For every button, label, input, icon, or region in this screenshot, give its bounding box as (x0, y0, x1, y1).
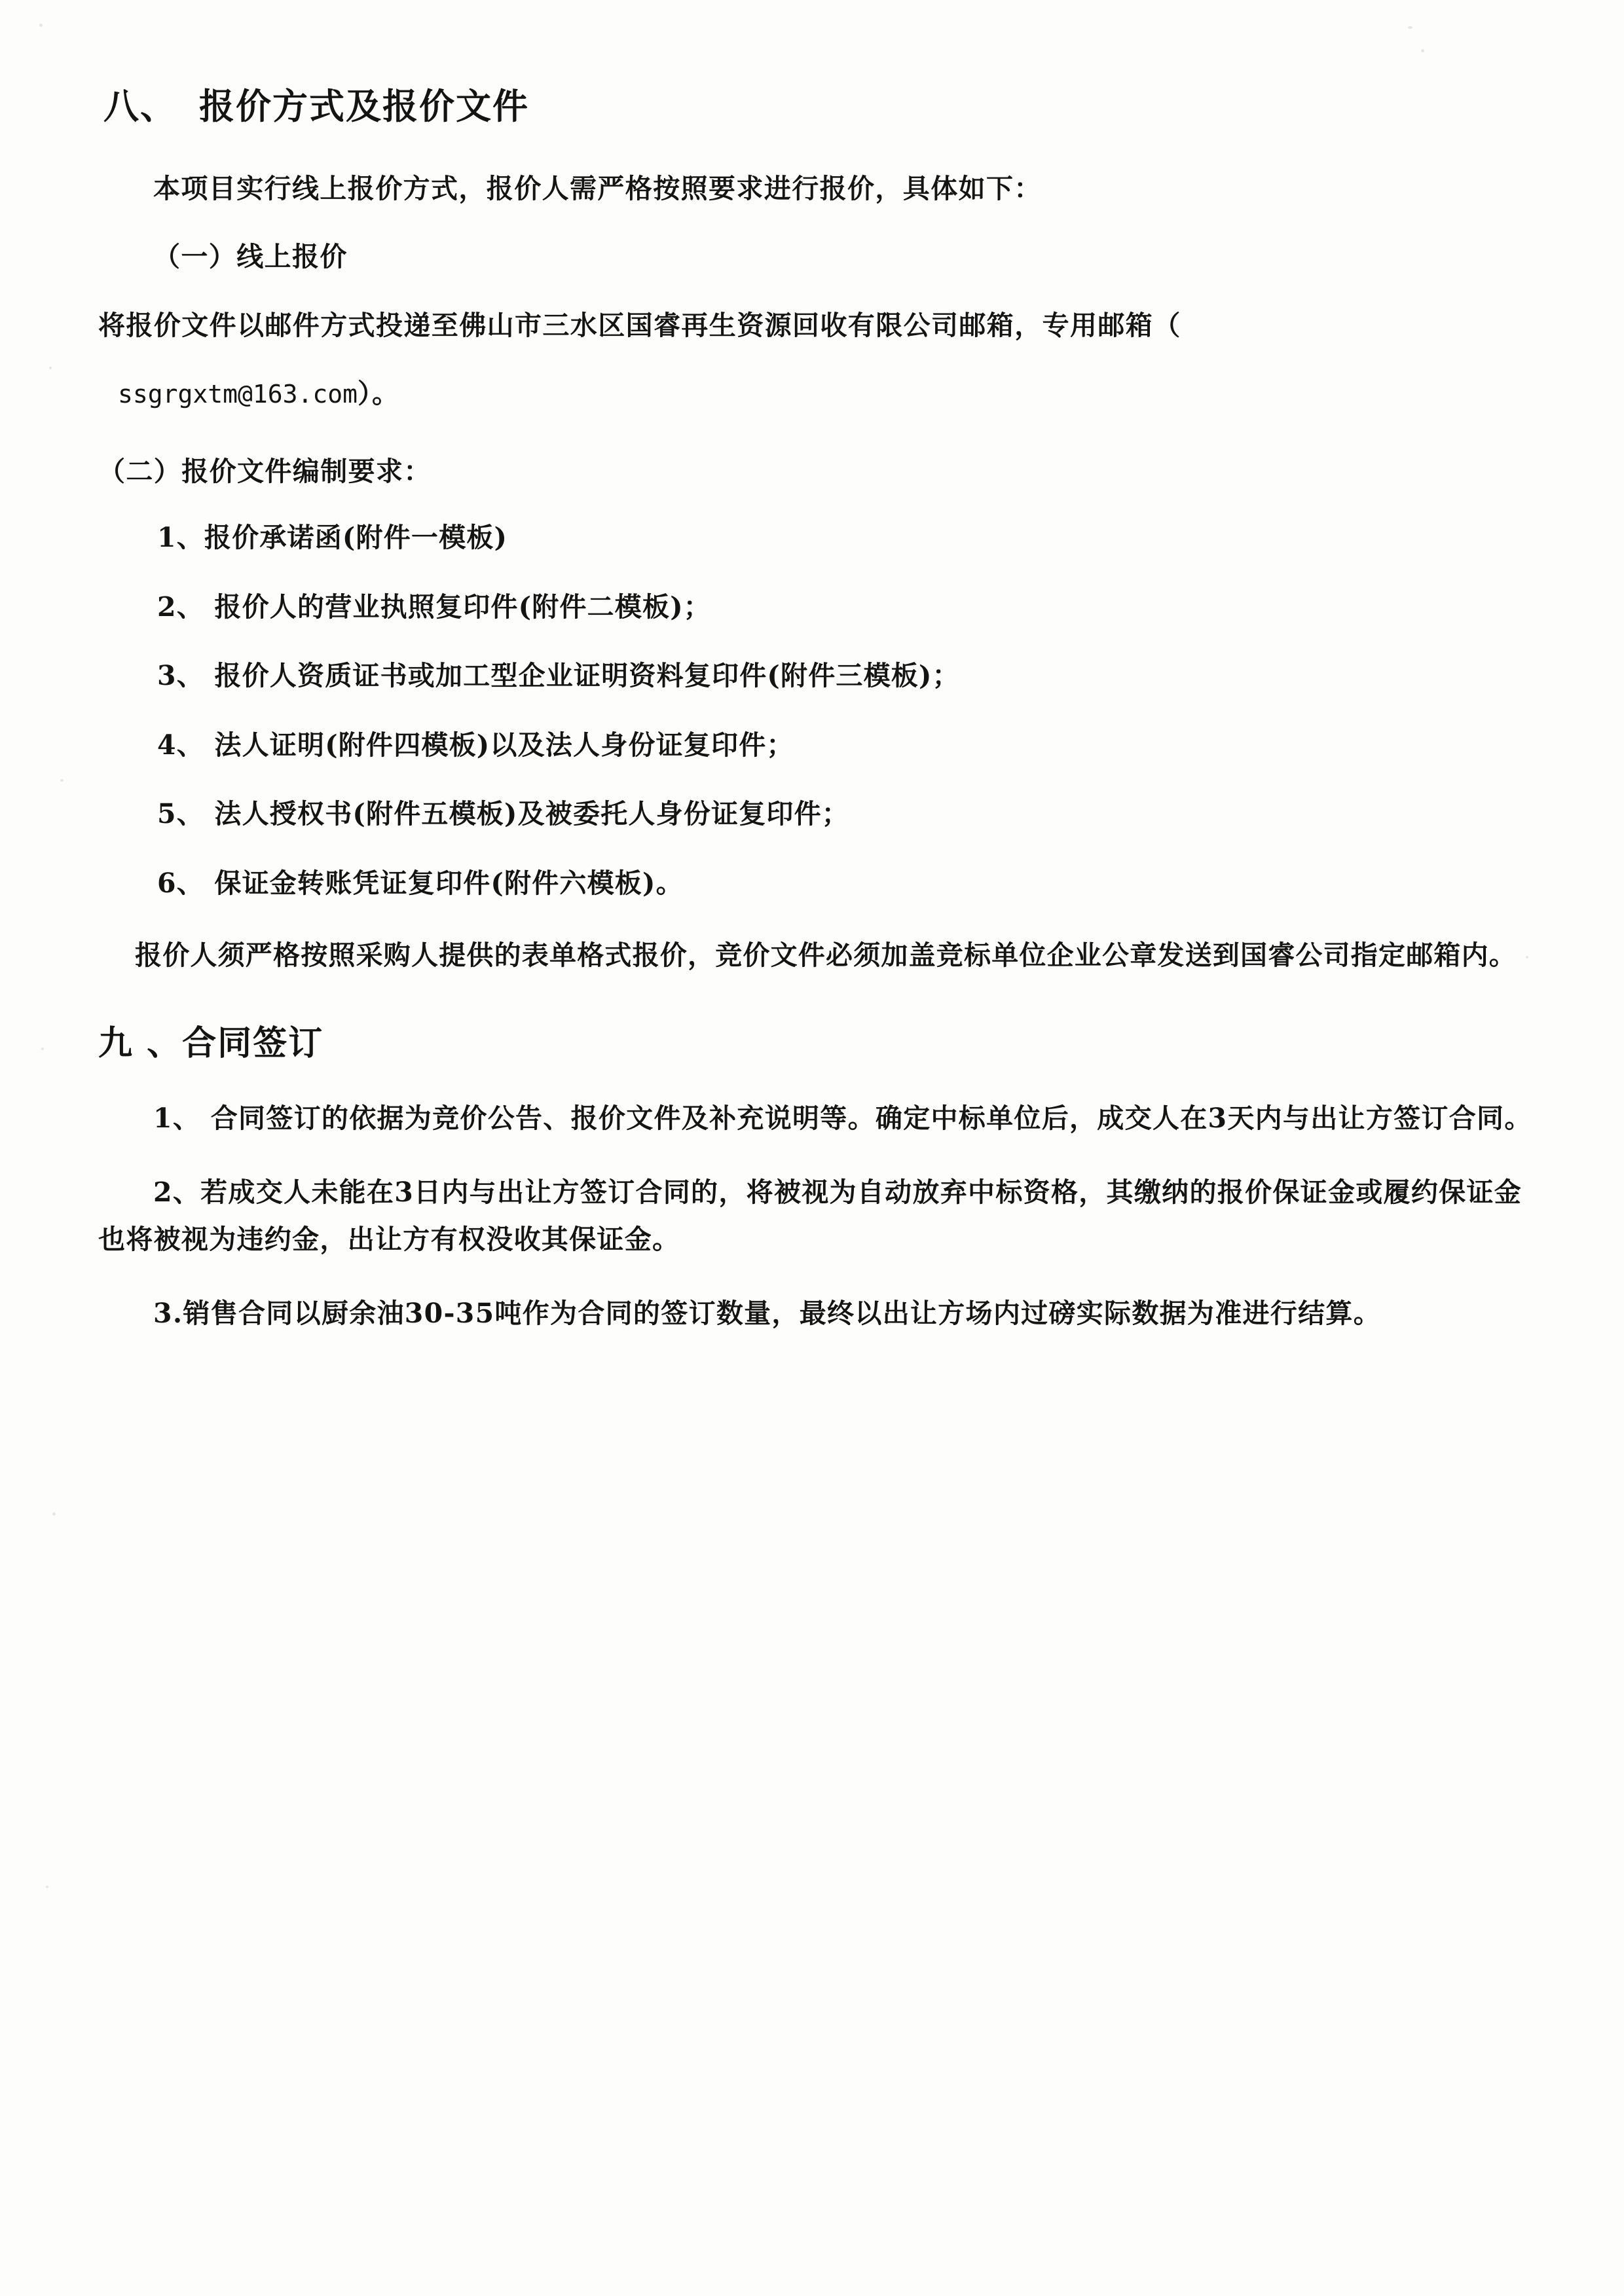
sub-heading-online-quote: （一）线上报价 (153, 241, 348, 273)
submission-email-line (98, 372, 1532, 415)
section-9-title: 合同签订 (182, 1023, 324, 1063)
contract-clause: 3.销售合同以厨余油30-35吨作为合同的签订数量，最终以出让方场内过磅实际数据为准进行结算。 (153, 1298, 1382, 1330)
contract-clause: 1、 合同签订的依据为竞价公告、报价文件及补充说明等。确定中标单位后，成交人在3天内与出让方签订合同。 (153, 1102, 1532, 1134)
scan-speck (46, 1886, 48, 1888)
email-suffix: ）。 (358, 378, 400, 410)
contact-email: ssgrgxtm@163.com (118, 380, 358, 409)
scan-speck (39, 24, 43, 27)
scan-speck (41, 1048, 44, 1050)
requirement-item: 6、 保证金转账凭证复印件(附件六模板)。 (157, 867, 684, 899)
section-9-number: 九 、 (98, 1023, 183, 1063)
scan-speck (60, 779, 64, 782)
requirement-item: 1、报价承诺函(附件一模板) (157, 522, 508, 554)
section-8-number: 八、 (103, 85, 177, 127)
sub-heading-document-requirements: （二）报价文件编制要求： (98, 455, 432, 487)
submission-paragraph: 将报价文件以邮件方式投递至佛山市三水区国睿再生资源回收有限公司邮箱，专用邮箱（ (98, 309, 1181, 341)
requirement-item: 2、 报价人的营业执照复印件(附件二模板)； (157, 591, 711, 623)
scan-speck (49, 367, 52, 369)
section-8-closing-paragraph: 报价人须严格按照采购人提供的表单格式报价，竞价文件必须加盖竞标单位企业公章发送到国睿公司指定邮箱内。 (135, 939, 1517, 972)
section-heading-8 (98, 79, 1532, 129)
section-8-title: 报价方式及报价文件 (199, 85, 529, 127)
requirement-item: 3、 报价人资质证书或加工型企业证明资料复印件(附件三模板)； (157, 660, 960, 692)
section-8-intro: 本项目实行线上报价方式，报价人需严格按照要求进行报价，具体如下： (153, 173, 1042, 204)
requirement-item: 5、 法人授权书(附件五模板)及被委托人身份证复印件； (157, 798, 849, 830)
scan-speck (1408, 26, 1412, 29)
contract-clause: 2、若成交人未能在3日内与出让方签订合同的，将被视为自动放弃中标资格，其缴纳的报价保证金或履约保证金也将被视为违约金，出让方有权没收其保证金。 (98, 1176, 1522, 1256)
scan-speck (1421, 49, 1424, 52)
requirement-item: 4、 法人证明(附件四模板)以及法人身份证复印件； (157, 729, 794, 761)
section-heading-9 (98, 1015, 1532, 1065)
document-body (98, 79, 1532, 1364)
scan-speck (52, 1512, 56, 1516)
